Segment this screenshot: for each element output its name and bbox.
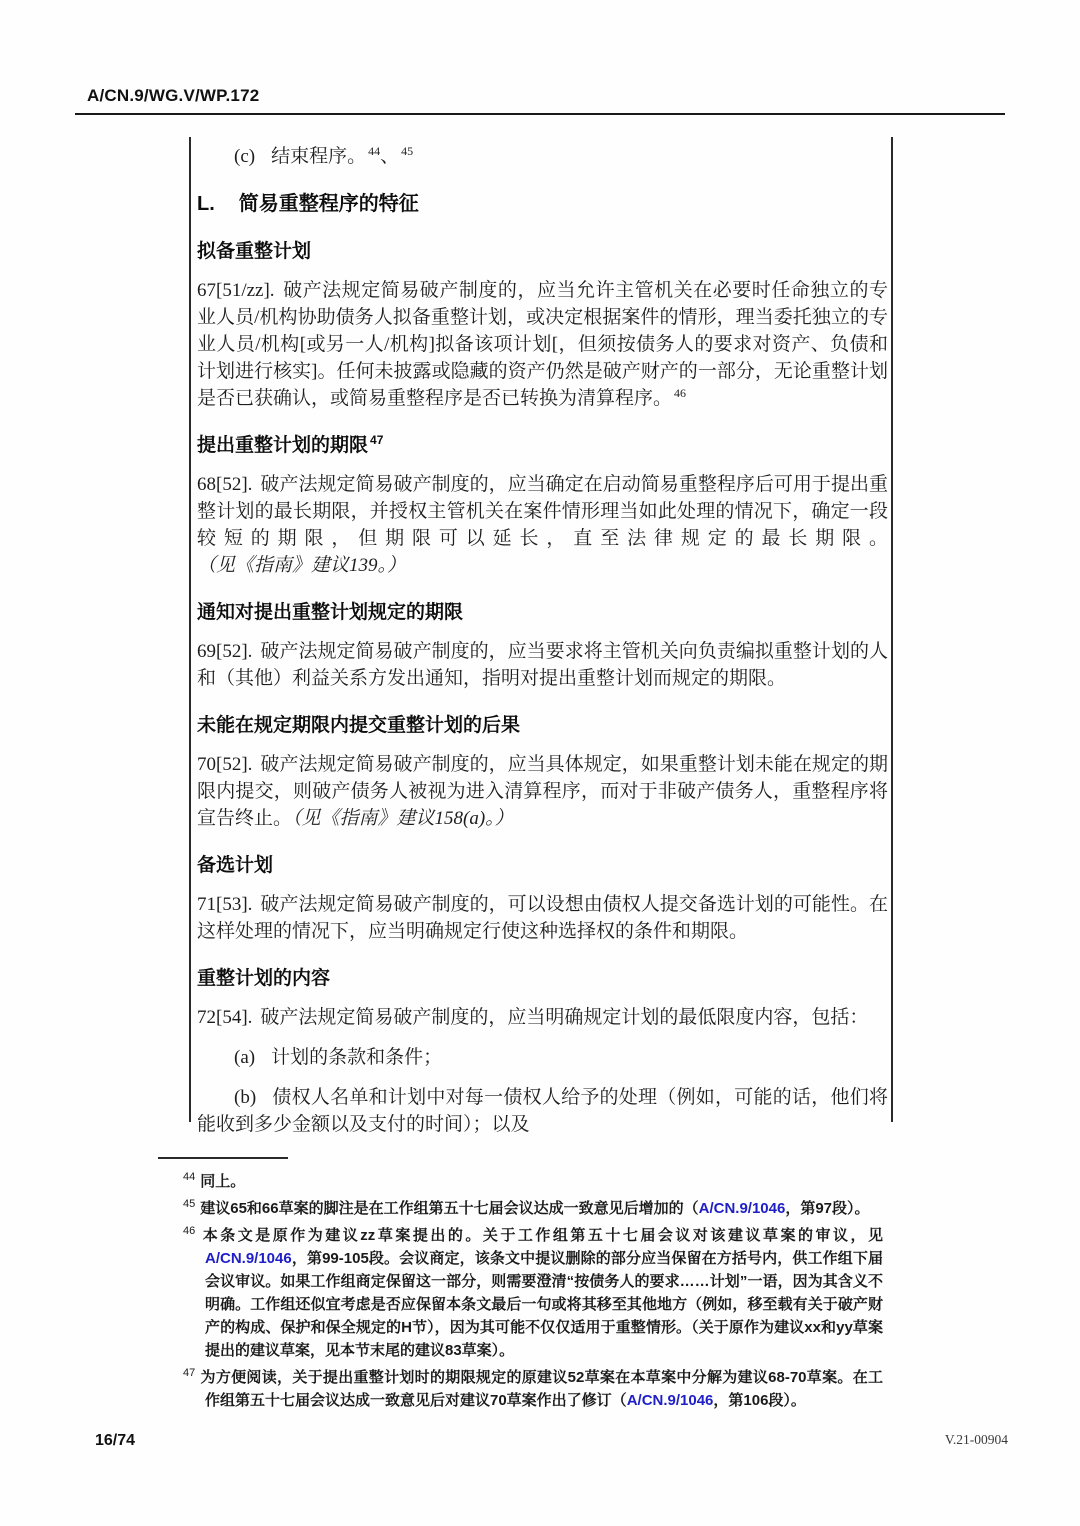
paragraph-71 — [197, 891, 888, 945]
footnote-46-text-pre: 本条文是原作为建议zz草案提出的。关于工作组第五十七届会议对该建议草案的审议，见 — [200, 1227, 883, 1244]
paragraph-70 — [197, 751, 888, 832]
footnote-44 — [183, 1170, 883, 1193]
paragraph-67-text: 破产法规定简易破产制度的，应当允许主管机关在必要时任命独立的专业人员/机构协助债务人拟备重整计划，或决定根据案件的情形，理当委托独立的专业人员/机构[或另一人/机构]拟备该项计划[，但须按债务人的要求对资产、负债和计划进行核实]。任何未披露或隐藏的资产仍然是破产财产的一部分，无论重整计划是否已获确认，或简易重整程序是否已转换为清算程序。 — [197, 280, 888, 409]
paragraph-67-number: 67[51/zz]. — [197, 280, 275, 301]
footnote-47-text-pre: 为方便阅读，关于提出重整计划时的期限规定的原建议52草案在本草案中分解为建议68-70草案。在工作组第五十七届会议达成一致意见后对建议70草案作出了修订（ — [200, 1369, 883, 1409]
section-l-title: 简易重整程序的特征 — [238, 193, 419, 215]
section-l-heading — [197, 190, 888, 218]
footnote-ref-47: 47 — [370, 432, 384, 447]
list-item-a — [197, 1044, 888, 1071]
subheading-alternative-plan: 备选计划 — [197, 855, 274, 876]
footnote-45-number: 45 — [183, 1198, 196, 1210]
paragraph-67 — [197, 277, 888, 412]
paragraph-68-number: 68[52]. — [197, 474, 253, 495]
subheading-prepare-plan: 拟备重整计划 — [197, 241, 312, 262]
paragraph-70-text: 破产法规定简易破产制度的，应当具体规定，如果重整计划未能在规定的期限内提交，则破产债务人被视为进入清算程序，而对于非破产债务人，重整程序将宣告终止。 — [197, 754, 888, 829]
footnotes-section — [183, 1170, 883, 1416]
footnote-46-text-post: ，第99-105段。会议商定，该条文中提议删除的部分应当保留在方括号内，供工作组下届会议审议。如果工作组商定保留这一部分，则需要澄清“按债务人的要求……计划”一语，因为其含义不明确。工作组还似宜考虑是否应保留本条文最后一句或将其移至其他地方（例如，移至载有关于破产财产的构成、保护和保全规定的H节），因为其可能不仅仅适用于重整情形。（关于原作为建议xx和yy草案提出的建议草案，见本节末尾的建议83草案）。 — [205, 1250, 883, 1359]
paragraph-69-number: 69[52]. — [197, 641, 253, 662]
subheading-plan-content: 重整计划的内容 — [197, 968, 331, 989]
paragraph-69 — [197, 638, 888, 692]
footnote-44-text: 同上。 — [200, 1173, 246, 1190]
paragraph-68-text: 破产法规定简易破产制度的，应当确定在启动简易重整程序后可用于提出重整计划的最长期限，并授权主管机关在案件情形理当如此处理的情况下，确定一段较短的期限，但期限可以延长，直至法律规定的最长期限。 — [197, 474, 888, 549]
paragraph-69-text: 破产法规定简易破产制度的，应当要求将主管机关向负责编拟重整计划的人和（其他）利益关系方发出通知，指明对提出重整计划而规定的期限。 — [197, 641, 888, 689]
paragraph-72 — [197, 1004, 888, 1031]
paragraph-70-guide-reference: （见《指南》建议158(a)。） — [292, 808, 514, 829]
item-c-text: 结束程序。 — [271, 146, 367, 167]
paragraph-72-text: 破产法规定简易破产制度的，应当明确规定计划的最低限度内容，包括： — [260, 1007, 869, 1028]
doc-symbol: A/CN.9/WG.V/WP.172 — [87, 86, 260, 105]
footnote-47-text-post: ，第106段）。 — [713, 1392, 806, 1409]
section-l-number: L. — [197, 193, 215, 215]
header-rule — [75, 113, 1005, 115]
paragraph-71-text: 破产法规定简易破产制度的，可以设想由债权人提交备选计划的可能性。在这样处理的情况下，应当明确规定行使这种选择权的条件和期限。 — [197, 894, 888, 942]
footnote-47-document-link[interactable]: A/CN.9/1046 — [626, 1392, 714, 1409]
subheading-deadline — [197, 432, 888, 459]
change-bar-right — [891, 137, 893, 1122]
document-id: V.21-00904 — [944, 1432, 1008, 1447]
list-item-b — [197, 1084, 888, 1138]
item-b-text: 债权人名单和计划中对每一债权人给予的处理（例如，可能的话，他们将能收到多少金额以及支付的时间）；以及 — [197, 1087, 888, 1135]
footnote-46-document-link[interactable]: A/CN.9/1046 — [205, 1250, 292, 1267]
footnote-ref-46: 46 — [674, 385, 687, 400]
item-a-label: (a) — [234, 1047, 256, 1068]
paragraph-68 — [197, 471, 888, 579]
paragraph-71-number: 71[53]. — [197, 894, 253, 915]
item-c-label: (c) — [234, 146, 256, 167]
footnote-47 — [183, 1366, 883, 1412]
body-content — [197, 130, 888, 1138]
paragraph-70-number: 70[52]. — [197, 754, 253, 775]
footnote-45-text-pre: 建议65和66草案的脚注是在工作组第五十七届会议达成一致意见后增加的（ — [200, 1200, 699, 1217]
item-a-text: 计划的条款和条件； — [271, 1047, 443, 1068]
subheading-deadline-text: 提出重整计划的期限 — [197, 435, 369, 456]
subheading-failure-consequences: 未能在规定期限内提交重整计划的后果 — [197, 715, 521, 736]
footnote-45-document-link[interactable]: A/CN.9/1046 — [698, 1200, 786, 1217]
item-b-label: (b) — [234, 1087, 257, 1108]
list-item-c — [197, 143, 888, 170]
page-number: 16/74 — [95, 1432, 136, 1449]
footnote-44-number: 44 — [183, 1171, 196, 1183]
footnote-separator-rule — [158, 1157, 288, 1159]
paragraph-68-guide-reference: （见《指南》建议139。） — [197, 555, 407, 576]
footnote-46 — [183, 1224, 883, 1362]
footnote-ref-44: 44 — [368, 143, 381, 158]
paragraph-72-number: 72[54]. — [197, 1007, 253, 1028]
footnote-47-number: 47 — [183, 1367, 196, 1379]
subheading-notice: 通知对提出重整计划规定的期限 — [197, 602, 464, 623]
footnote-45-text-post: ，第97段）。 — [785, 1200, 870, 1217]
change-bar-left — [189, 137, 191, 1122]
footnote-45 — [183, 1197, 883, 1220]
footnote-ref-45: 45 — [401, 143, 414, 158]
footnote-ref-separator: 、 — [380, 146, 400, 167]
footnote-46-number: 46 — [183, 1225, 196, 1237]
